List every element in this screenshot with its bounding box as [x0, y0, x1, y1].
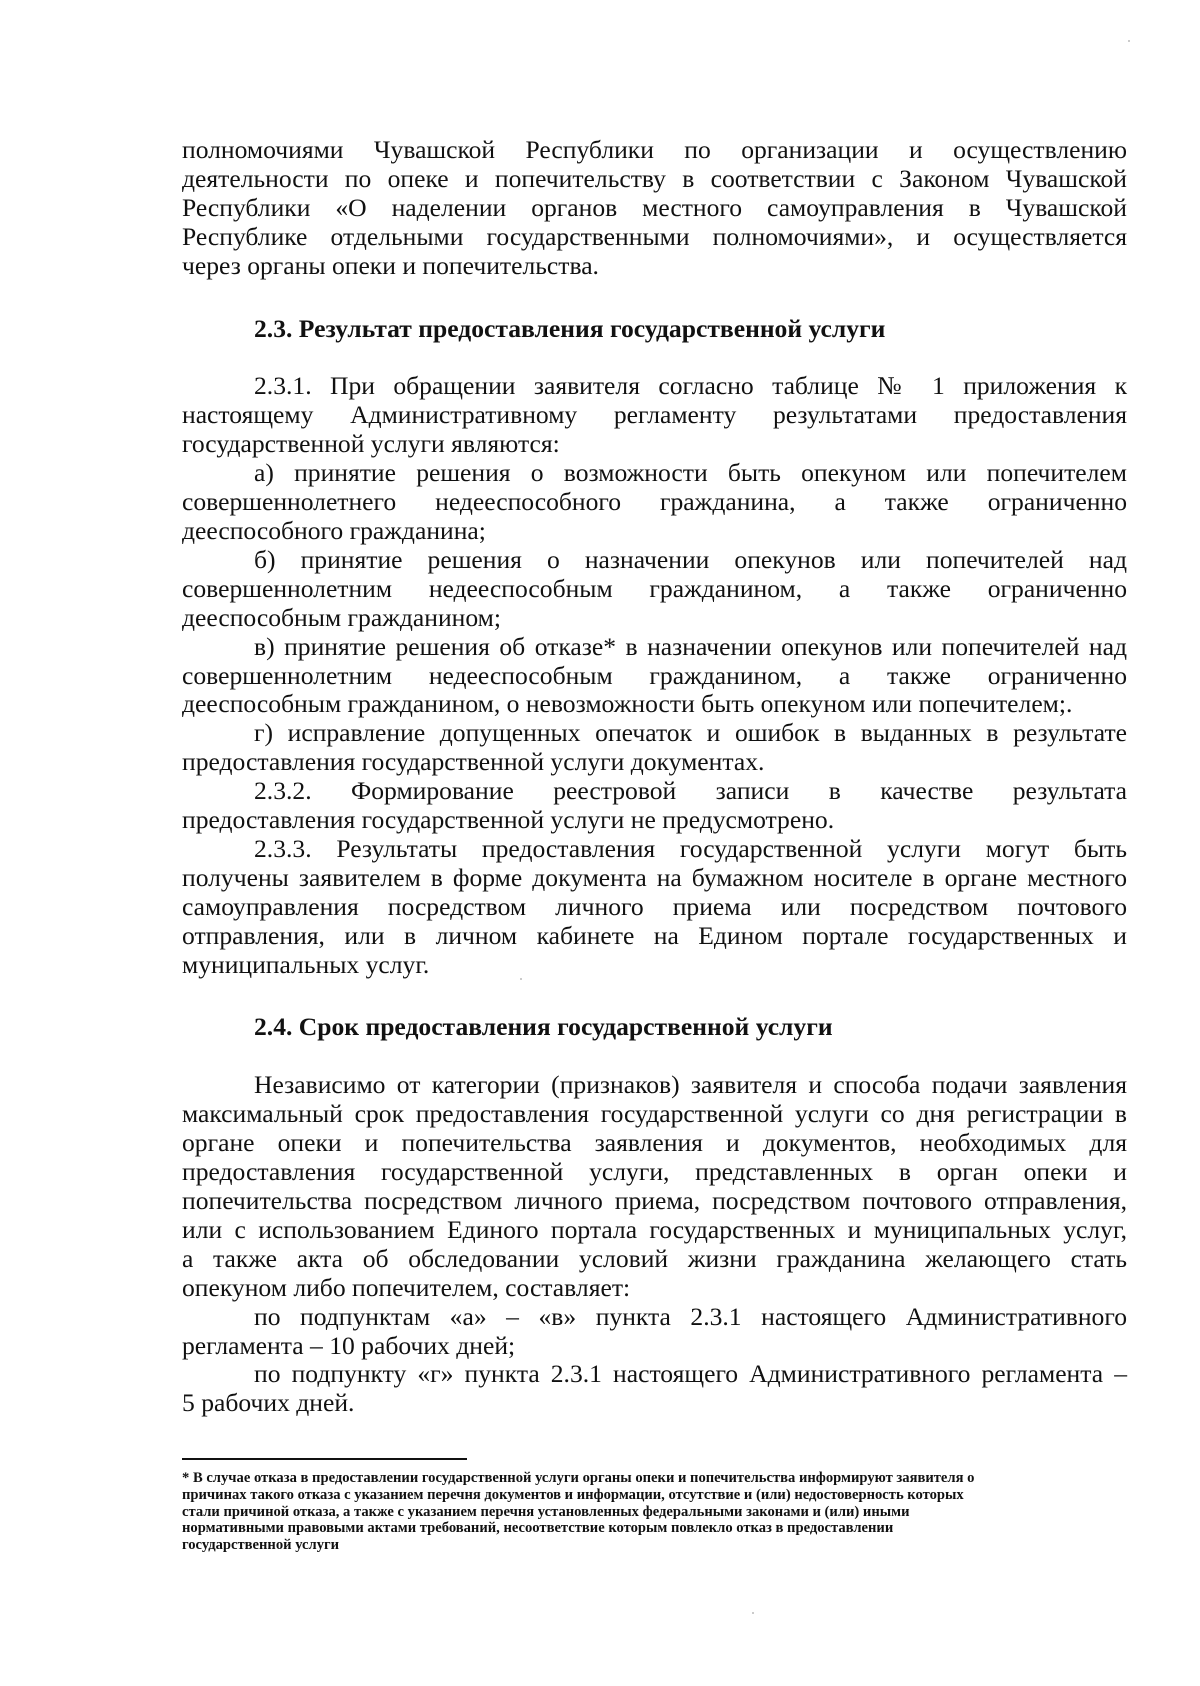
section-2-4-line: а также акта об обследовании условий жизни гражданина желающего стать	[182, 1243, 1127, 1273]
section-2-4-line: Независимо от категории (признаков) заявителя и способа подачи заявления	[254, 1070, 1127, 1100]
term-a-v-line: по подпунктам «а» – «в» пункта 2.3.1 настоящего Административного	[254, 1301, 1127, 1331]
section-2-3-heading: 2.3. Результат предоставления государственной услуги	[254, 313, 886, 343]
item-v-line: в) принятие решения об отказе* в назначении опекунов или попечителей над	[254, 631, 1127, 661]
paragraph-2-3-3-line: 2.3.3. Результаты предоставления государственной услуги могут быть	[254, 833, 1127, 863]
scan-speck	[520, 978, 522, 980]
item-v-line: дееспособным гражданином, о невозможности быть опекуном или попечителем;.	[182, 689, 1073, 719]
item-g-line: предоставления государственной услуги документах.	[182, 747, 765, 777]
section-2-4-heading: 2.4. Срок предоставления государственной услуги	[254, 1012, 833, 1042]
paragraph-2-3-2-line: 2.3.2. Формирование реестровой записи в качестве результата	[254, 776, 1127, 806]
section-2-4-line: опекуном либо попечителем, составляет:	[182, 1272, 631, 1302]
term-g-line: 5 рабочих дней.	[182, 1388, 355, 1418]
paragraph-2-3-3-line: получены заявителем в форме документа на бумажном носителе в органе местного	[182, 862, 1127, 892]
scan-speck	[1128, 40, 1130, 42]
footnote-separator	[182, 1458, 467, 1460]
footnote-line: * В случае отказа в предоставлении государственной услуги органы опеки и попечительства информируют заявителя о	[182, 1470, 975, 1486]
scan-speck	[752, 1612, 754, 1614]
footnote-line: государственной услуги	[182, 1537, 340, 1554]
top-paragraph-line: деятельности по опеке и попечительству в соответствии с Законом Чувашской	[182, 163, 1127, 193]
paragraph-2-3-1-line: 2.3.1. При обращении заявителя согласно таблице № 1 приложения к	[254, 371, 1127, 401]
item-a-line: а) принятие решения о возможности быть опекуном или попечителем	[254, 458, 1127, 488]
footnote	[182, 1470, 1127, 1554]
item-b-line: дееспособным гражданином;	[182, 602, 501, 632]
section-2-4-line: попечительства посредством личного приема, посредством почтового отправления,	[182, 1186, 1127, 1215]
document-body	[182, 136, 1127, 1418]
top-paragraph-line: полномочиями Чувашской Республики по организации и осуществлению	[182, 135, 1127, 164]
term-g-line: по подпункту «г» пункта 2.3.1 настоящего Административного регламента –	[254, 1359, 1127, 1389]
top-paragraph-line: через органы опеки и попечительства.	[182, 250, 599, 280]
paragraph-2-3-3-line: отправления, или в личном кабинете на Едином портале государственных и	[182, 920, 1127, 950]
section-2-4-line: максимальный срок предоставления государственной услуги со дня регистрации в	[182, 1099, 1127, 1129]
footnote-line: причинах такого отказа с указанием перечня документов и информации, отсутствие и (или) недостоверность которых	[182, 1486, 964, 1503]
item-g-line: г) исправление допущенных опечаток и ошибок в выданных в результате	[254, 718, 1127, 748]
top-paragraph-line: Республики «О наделении органов местного самоуправления в Чувашской	[182, 192, 1127, 222]
section-2-4-line: предоставления государственной услуги, представленных в орган опеки и	[182, 1157, 1127, 1187]
section-2-4-line: или с использованием Единого портала государственных и муниципальных услуг,	[182, 1214, 1127, 1244]
term-a-v-line: регламента – 10 рабочих дней;	[182, 1330, 516, 1360]
paragraph-2-3-3-line: муниципальных услуг.	[182, 949, 430, 979]
footnote-line: стали причиной отказа, а также с указанием перечня установленных федеральными законами и (или) иными	[182, 1503, 910, 1520]
paragraph-2-3-2-line: предоставления государственной услуги не предусмотрено.	[182, 805, 835, 835]
item-b-line: совершеннолетним недееспособным гражданином, а также ограниченно	[182, 573, 1127, 603]
item-v-line: совершеннолетним недееспособным гражданином, а также ограниченно	[182, 660, 1127, 690]
paragraph-2-3-1-line: государственной услуги являются:	[182, 429, 560, 459]
paragraph-2-3-3-line: самоуправления посредством личного приема или посредством почтового	[182, 891, 1127, 921]
item-a-line: дееспособного гражданина;	[182, 515, 486, 545]
footnote-line: нормативными правовыми актами требований, несоответствие которым повлекло отказ в предоставлении	[182, 1520, 894, 1537]
item-b-line: б) принятие решения о назначении опекунов или попечителей над	[254, 544, 1127, 574]
paragraph-2-3-1-line: настоящему Административному регламенту результатами предоставления	[182, 400, 1127, 430]
top-paragraph-line: Республике отдельными государственными полномочиями», и осуществляется	[182, 221, 1127, 251]
item-a-line: совершеннолетнего недееспособного гражданина, а также ограниченно	[182, 487, 1127, 517]
section-2-4-line: органе опеки и попечительства заявления и документов, необходимых для	[182, 1128, 1127, 1158]
